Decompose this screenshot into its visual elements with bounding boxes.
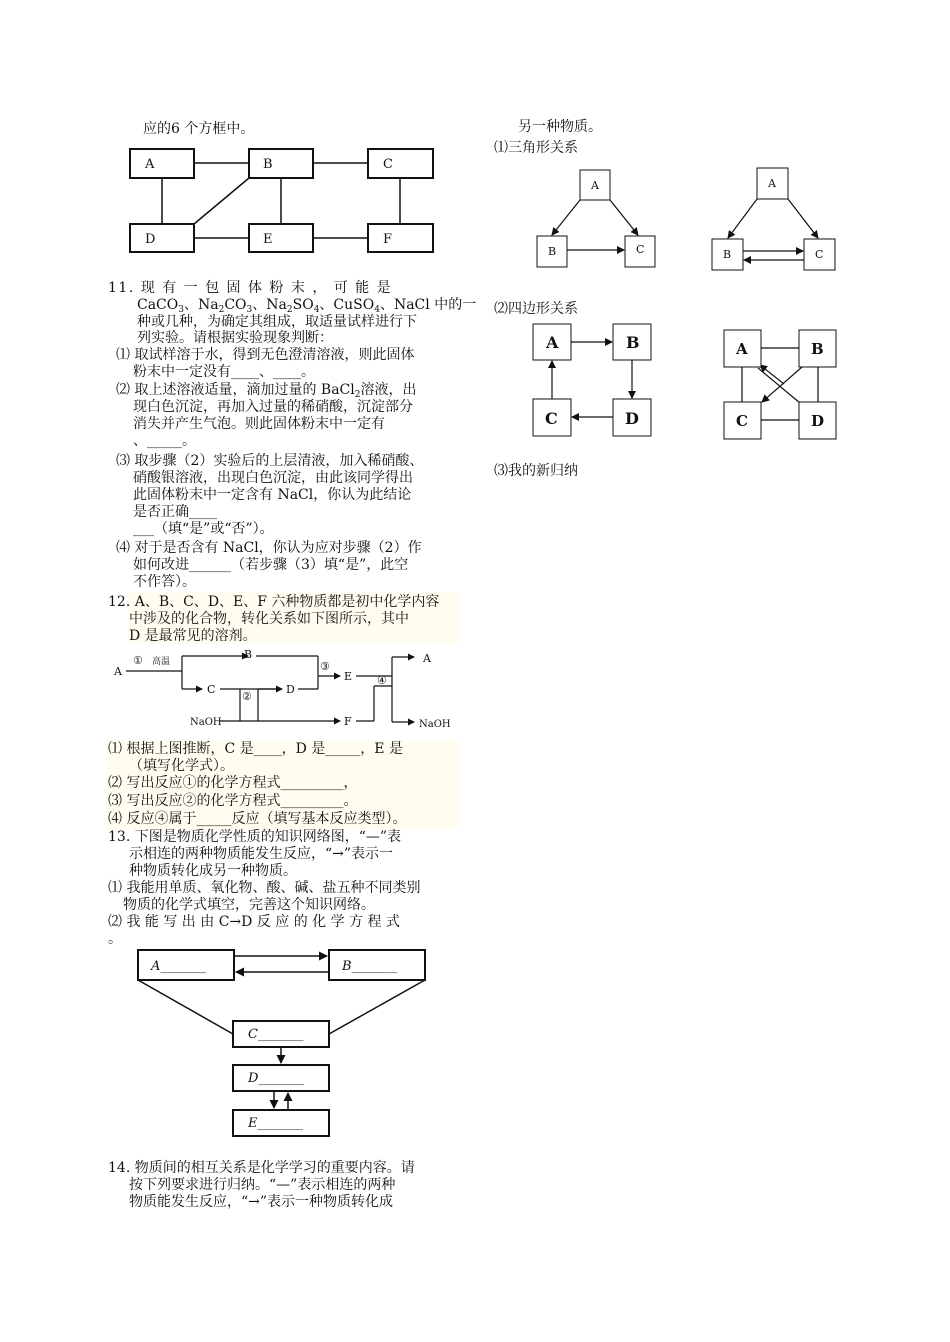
q14-quad2-label-a: A [736, 340, 748, 358]
q11-intro-line1: 11. 现 有 一 包 固 体 粉 末 ， 可 能 是 [108, 280, 393, 296]
q13-label-e: E_______ [248, 1116, 303, 1131]
q13-intro-line1: 13. 下图是物质化学性质的知识网络图，“—”表 [108, 829, 402, 845]
q12-diag-b: B [244, 648, 253, 661]
q11-part2-line4: 、_____。 [133, 433, 196, 449]
q11-part3-line5: ___（填“是”或“否”）。 [133, 521, 274, 537]
q11-part4-line3: 不作答）。 [133, 574, 196, 590]
q14-quad1-label-b: B [626, 333, 640, 352]
q14-quad2-label-b: B [811, 340, 824, 358]
q10-label-d: D [145, 232, 156, 247]
q12-diag-step4: ④ [377, 674, 387, 687]
q10-tail-text: 应的6 个方框中。 [143, 121, 255, 137]
q14-quad-title: ⑵四边形关系 [494, 301, 578, 317]
q10-label-f: F [383, 232, 393, 247]
q10-label-c: C [383, 157, 393, 172]
q10-label-b: B [263, 157, 273, 172]
q12-diag-f: F [344, 715, 352, 728]
q12-diag-naoh-right: NaOH [419, 719, 451, 730]
q12-part3: ⑶ 写出反应②的化学方程式_________。 [108, 793, 358, 809]
q11-part2-line2: 现白色沉淀，再加入过量的稀硝酸，沉淀部分 [133, 399, 413, 415]
q14-continuation: 另一种物质。 [518, 119, 602, 135]
q14-triangle-title: ⑴三角形关系 [494, 140, 578, 156]
q11-part2-line3: 消失并产生气泡。则此固体粉末中一定有 [133, 416, 385, 432]
q14-quad1-label-a: A [546, 333, 559, 352]
q12-diag-a-right: A [423, 652, 431, 665]
q14-quad2-label-c: C [736, 412, 748, 430]
q12-diag-e: E [344, 670, 353, 683]
q14-new-title: ⑶我的新归纳 [494, 463, 578, 479]
q12-diag-step1: ① [133, 654, 143, 667]
q12-part4: ⑷ 反应④属于_____反应（填写基本反应类型）。 [108, 811, 407, 827]
q12-part1-line2: （填写化学式）。 [129, 758, 234, 774]
q14-tri1-label-c: C [636, 243, 645, 256]
q11-intro-line3: 种或几种，为确定其组成，取适量试样进行下 [137, 314, 417, 330]
q13-label-b: B_______ [342, 959, 398, 974]
q12-part1-line1: ⑴ 根据上图推断，C 是____，D 是_____，E 是 [108, 741, 403, 757]
q11-part3-line3: 此固体粉末中一定含有 NaCl，你认为此结论 [133, 487, 412, 503]
q12-intro-line1: 12. A、B、C、D、E、F 六种物质都是初中化学内容 [108, 594, 440, 610]
q11-part3-line1: ⑶ 取步骤（2）实验后的上层清液，加入稀硝酸、 [116, 453, 424, 469]
q13-part1-line2: 物质的化学式填空，完善这个知识网络。 [123, 897, 375, 913]
q10-label-a: A [145, 157, 155, 172]
q11-intro-line2: CaCO$_3$、$Na_2CO_3$、$Na_2SO_4$、CuSO$_4$、NaCl 中的一 [137, 297, 477, 315]
q12-part2: ⑵ 写出反应①的化学方程式_________， [108, 775, 358, 791]
q10-label-e: E [263, 232, 273, 247]
q11-intro-line4: 列实验。请根据实验现象判断： [137, 330, 333, 346]
q14-quad-diagrams [480, 310, 880, 450]
q14-tri1-label-a: A [591, 179, 599, 192]
q11-part4-line2: 如何改进______（若步骤（3）填“是”，此空 [133, 557, 409, 573]
q13-label-c: C_______ [248, 1027, 304, 1042]
q11-part1-line2: 粉末中一定没有____、____。 [133, 364, 315, 380]
q13-intro-line2: 示相连的两种物质能发生反应，“→”表示一 [129, 846, 394, 862]
q12-diag-step2: ② [242, 690, 252, 703]
q12-diag-cond1: 高温 [152, 657, 171, 667]
q12-diag-c: C [207, 683, 216, 696]
q14-quad2-label-d: D [811, 412, 825, 430]
q14-tri1-label-b: B [548, 245, 557, 258]
q14-tri2-label-c: C [815, 248, 824, 261]
q13-label-a: A_______ [151, 959, 206, 974]
q12-diag-d: D [286, 683, 295, 696]
q14-quad1-label-c: C [545, 409, 558, 428]
q14-intro-line2: 按下列要求进行归纳。“—”表示相连的两种 [129, 1177, 396, 1193]
q12-diag-a-left: A [114, 665, 122, 678]
q12-intro-line2: 中涉及的化合物，转化关系如下图所示，其中 [129, 611, 409, 627]
q14-quad1-label-d: D [625, 409, 639, 428]
q13-label-d: D_______ [248, 1071, 304, 1086]
q12-intro-line3: D 是最常见的溶剂。 [129, 628, 257, 644]
q13-part1-line1: ⑴ 我能用单质、氧化物、酸、碱、盐五种不同类别 [108, 880, 421, 896]
q14-tri2-label-b: B [723, 248, 732, 261]
q13-intro-line3: 种物质转化成另一种物质。 [129, 863, 297, 879]
q11-part2-line1: ⑵ 取上述溶液适量，滴加过量的 BaCl$_2$溶液，出 [116, 382, 417, 400]
q11-part3-line4: 是否正确____ [133, 504, 217, 520]
q11-part1-line1: ⑴ 取试样溶于水，得到无色澄清溶液，则此固体 [116, 347, 415, 363]
q11-part3-line2: 硝酸银溶液，出现白色沉淀，由此该同学得出 [133, 470, 413, 486]
q13-part2-line2: 。 [108, 931, 122, 947]
q14-intro-line1: 14. 物质间的相互关系是化学学习的重要内容。请 [108, 1160, 415, 1176]
q12-diag-step3: ③ [320, 660, 330, 673]
q13-knowledge-network [0, 0, 480, 1150]
q14-triangle-diagrams [480, 160, 880, 280]
q14-intro-line3: 物质能发生反应，“→”表示一种物质转化成 [129, 1194, 394, 1210]
q13-part2-line1: ⑵ 我 能 写 出 由 C→D 反 应 的 化 学 方 程 式 [108, 914, 400, 930]
q11-part4-line1: ⑷ 对于是否含有 NaCl，你认为应对步骤（2）作 [116, 540, 422, 556]
q12-diag-naoh-left: NaOH [190, 717, 222, 728]
q14-tri2-label-a: A [768, 177, 776, 190]
